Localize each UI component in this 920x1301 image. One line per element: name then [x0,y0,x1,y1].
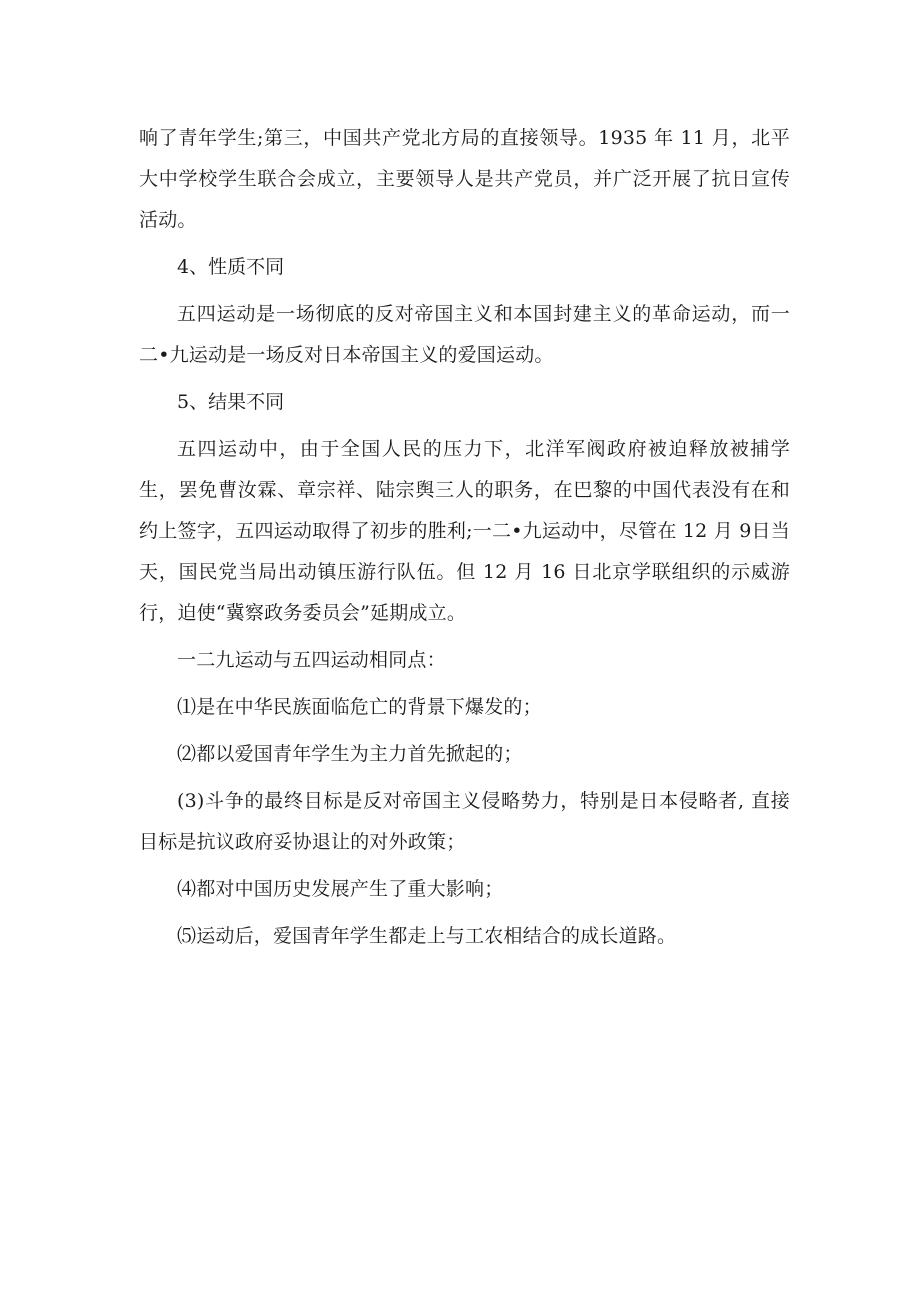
list-item-similarity-3: (3)斗争的最终目标是反对帝国主义侵略势力，特别是日本侵略者, 直接目标是抗议政府妥协退让的对外政策； [139,790,790,853]
list-item-similarity-4: ⑷都对中国历史发展产生了重大影响； [177,878,504,900]
paragraph-results: 五四运动中，由于全国人民的压力下，北洋军阀政府被迫释放被捕学生，罢免曹汝霖、章宗祥、陆宗舆三人的职务，在巴黎的中国代表没有在和约上签字，五四运动取得了初步的胜利;一二•九运动中，尽管在 12 月 9日当天，国民党当局出动镇压游行队伍。但 12 月 16 日北京学联组织的示威游行，迫使“冀察政务委员会”延期成立。 [139,438,790,624]
list-item-similarity-2: ⑵都以爱国青年学生为主力首先掀起的； [177,743,523,765]
heading-nature-difference: 4、性质不同 [177,256,285,278]
paragraph-leadership: 响了青年学生;第三，中国共产党北方局的直接领导。1935 年 11 月，北平大中学校学生联合会成立，主要领导人是共产党员，并广泛开展了抗日宣传活动。 [139,127,790,231]
paragraph-similarities-intro: 一二九运动与五四运动相同点： [177,649,446,671]
paragraph-nature: 五四运动是一场彻底的反对帝国主义和本国封建主义的革命运动，而一二•九运动是一场反对日本帝国主义的爱国运动。 [139,303,790,366]
list-item-similarity-1: ⑴是在中华民族面临危亡的背景下爆发的； [177,696,542,718]
heading-result-difference: 5、结果不同 [177,391,285,413]
document-body [139,118,790,957]
list-item-similarity-5: ⑸运动后，爱国青年学生都走上与工农相结合的成长道路。 [177,925,677,947]
